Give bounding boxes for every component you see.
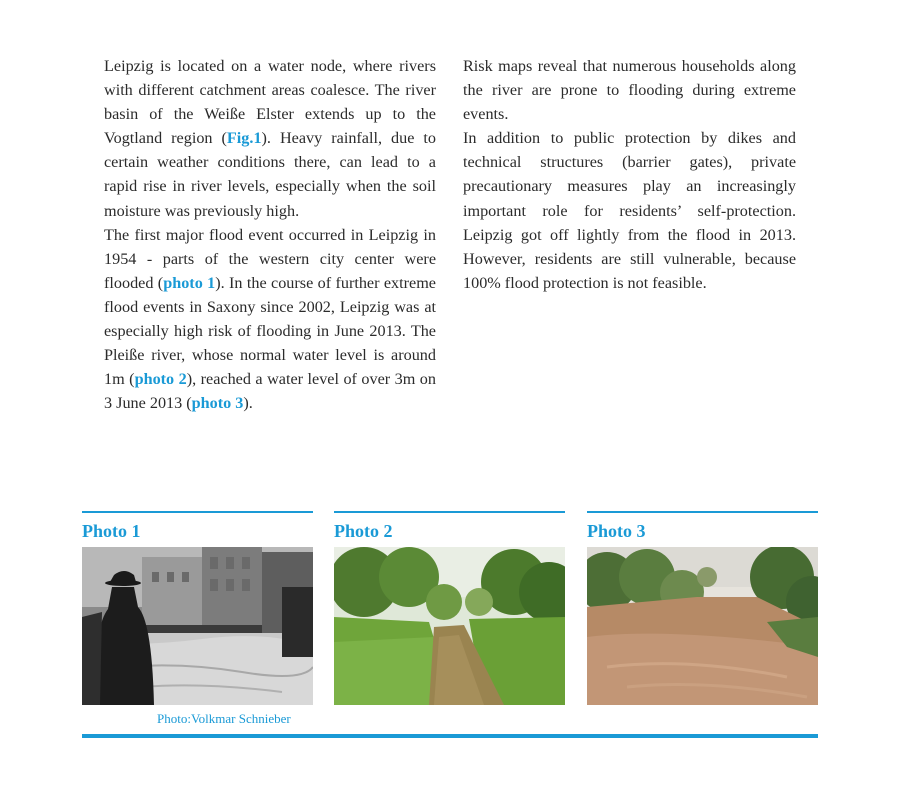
text-span: ). (243, 394, 253, 413)
left-text-column (104, 54, 436, 415)
photo-3-rule (587, 511, 818, 513)
photo-3-block (587, 511, 818, 543)
paragraph-water-node (104, 54, 436, 223)
photo-2-image[interactable] (334, 547, 565, 705)
photo2-link[interactable]: photo 2 (134, 370, 187, 389)
photo-2-block (334, 511, 565, 543)
text-span: The first major flood event occurred in Leipzig in 1954 - parts of the western city center were flooded ( (104, 225, 436, 292)
photo-2-rule (334, 511, 565, 513)
paragraph-protection: In addition to public protection by dikes and technical structures (barrier gates), private precautionary measures play an increasingly important role for residents’ self-protection. Leipzig got off lightly from the flood in 2013. However, residents are still vulnerable, because 100% flood protection is not feasible. (463, 129, 796, 292)
photo-1-rule (82, 511, 313, 513)
bottom-rule (82, 734, 818, 738)
text-span: ), reached a water level of over 3m on 3 June 2013 ( (104, 370, 436, 413)
fig1-link[interactable]: Fig.1 (226, 129, 262, 148)
photo-1-label: Photo 1 (82, 521, 141, 541)
text-span: ). In the course of further extreme flood events in Saxony since 2002, Leipzig was at especially high risk of flooding in June 2013. The Pleiße river, whose normal water level is around 1m ( (104, 273, 436, 389)
photo-3-image[interactable] (587, 547, 818, 705)
photo-credit: Photo:Volkmar Schnieber (157, 711, 291, 726)
paragraph-flood-history (104, 223, 436, 416)
right-text-column (463, 54, 796, 295)
photo1-link[interactable]: photo 1 (163, 273, 216, 292)
text-span: Leipzig is located on a water node, where rivers with different catchment areas coalesce. The river basin of the Weiße Elster extends up to the Vogtland region ( (104, 57, 436, 148)
paragraph-risk-maps: Risk maps reveal that numerous households along the river are prone to flooding during extreme events. (463, 57, 796, 124)
photo-1-block (82, 511, 313, 543)
text-span: ). Heavy rainfall, due to certain weather conditions there, can lead to a rapid rise in river levels, especially when the soil moisture was previously high. (104, 129, 436, 220)
photo-1-image[interactable] (82, 547, 313, 705)
photo3-link[interactable]: photo 3 (191, 394, 244, 413)
photo-3-label: Photo 3 (587, 521, 646, 541)
photo-2-label: Photo 2 (334, 521, 393, 541)
